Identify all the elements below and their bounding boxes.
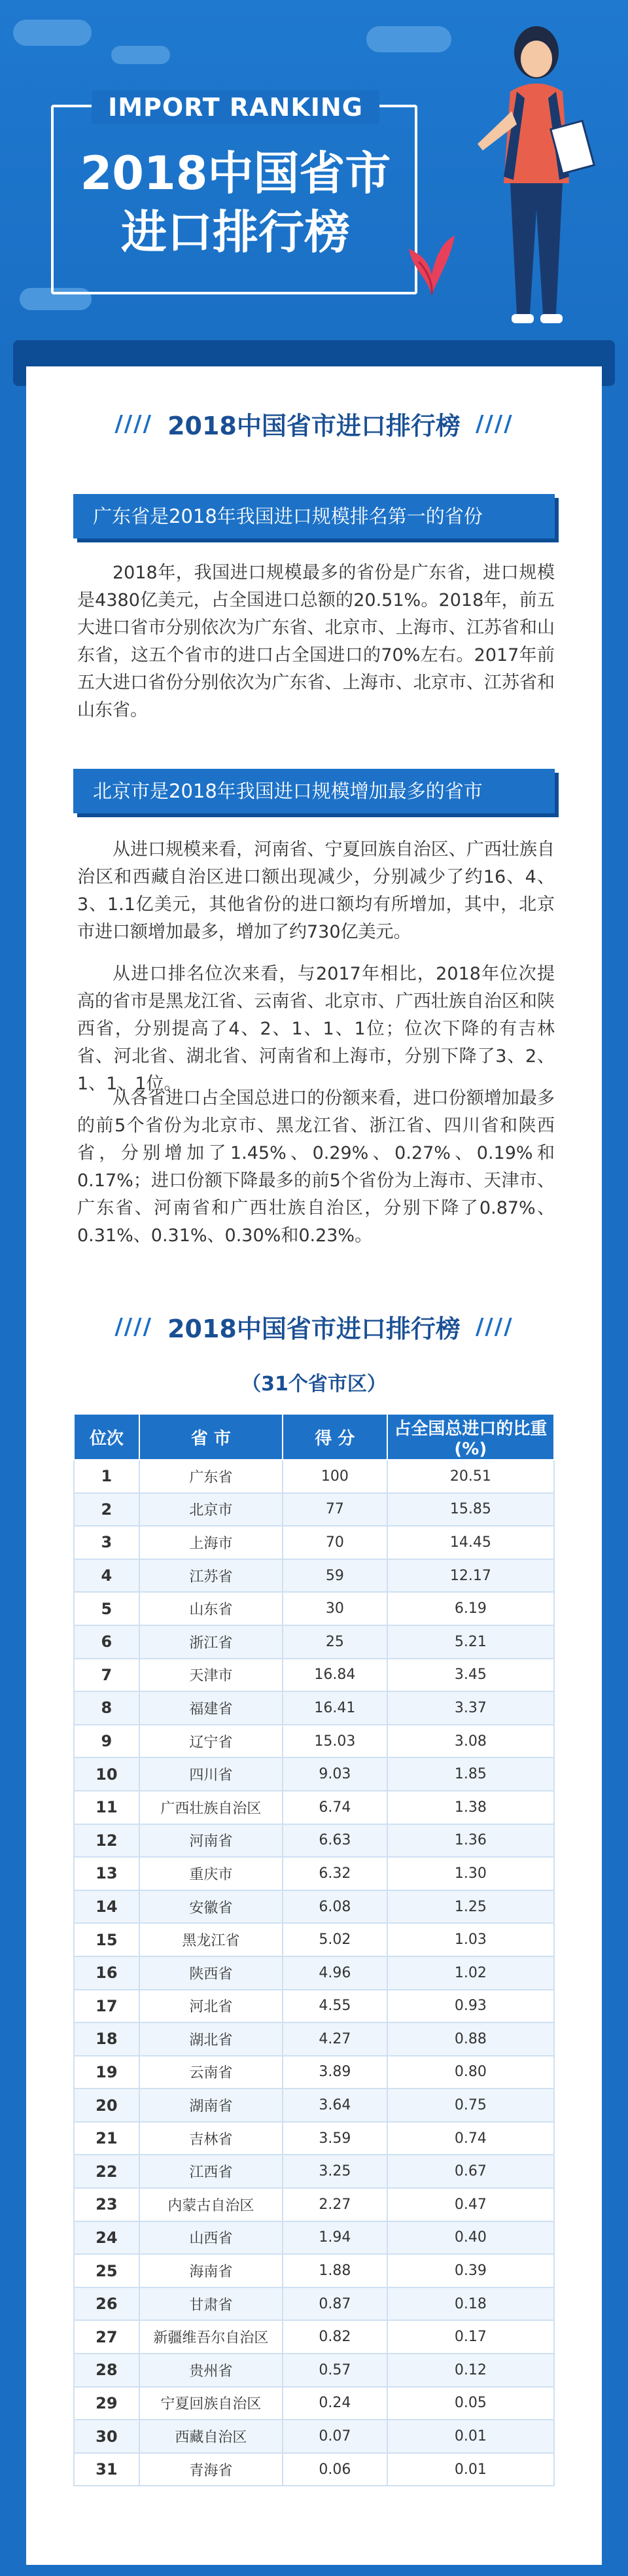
- table-row: [74, 2387, 554, 2420]
- rank-cell: 19: [74, 2056, 139, 2089]
- province-cell: 新疆维吾尔自治区: [139, 2320, 283, 2354]
- rank-cell: 1: [74, 1460, 139, 1493]
- province-cell: 湖北省: [139, 2022, 283, 2056]
- share-cell: 1.25: [387, 1890, 554, 1924]
- score-cell: 15.03: [283, 1725, 387, 1758]
- province-cell: 山西省: [139, 2221, 283, 2255]
- score-cell: 4.55: [283, 1990, 387, 2023]
- rank-cell: 13: [74, 1857, 139, 1890]
- province-cell: 江西省: [139, 2155, 283, 2188]
- share-cell: 0.12: [387, 2354, 554, 2387]
- table-row: [74, 1791, 554, 1824]
- score-cell: 1.94: [283, 2221, 387, 2255]
- content-panel: [26, 366, 602, 2565]
- rank-cell: 27: [74, 2320, 139, 2354]
- rank-cell: 31: [74, 2453, 139, 2486]
- province-cell: 吉林省: [139, 2122, 283, 2155]
- rank-cell: 20: [74, 2089, 139, 2122]
- share-cell: 0.39: [387, 2254, 554, 2287]
- table-row: [74, 1956, 554, 1990]
- province-cell: 贵州省: [139, 2354, 283, 2387]
- rank-cell: 6: [74, 1625, 139, 1659]
- rank-cell: 21: [74, 2122, 139, 2155]
- rank-cell: 16: [74, 1956, 139, 1990]
- province-cell: 河北省: [139, 1990, 283, 2023]
- rank-cell: 14: [74, 1890, 139, 1924]
- table-row: [74, 2022, 554, 2056]
- table-row: [74, 1691, 554, 1725]
- table-row: [74, 1890, 554, 1924]
- share-cell: 1.85: [387, 1757, 554, 1791]
- share-cell: 6.19: [387, 1592, 554, 1625]
- score-cell: 1.88: [283, 2254, 387, 2287]
- column-header: 省 市: [139, 1414, 283, 1460]
- slash-decoration: ////: [114, 1313, 153, 1340]
- businesswoman-illustration-icon: [471, 13, 602, 334]
- page-title-line1: 2018中国省市: [80, 147, 391, 200]
- table-row: [74, 2254, 554, 2287]
- score-cell: 0.06: [283, 2453, 387, 2486]
- share-cell: 1.38: [387, 1791, 554, 1824]
- share-cell: 12.17: [387, 1559, 554, 1593]
- rank-cell: 15: [74, 1923, 139, 1956]
- share-cell: 1.02: [387, 1956, 554, 1990]
- paragraph: 从进口规模来看，河南省、宁夏回族自治区、广西壮族自治区和西藏自治区进口额出现减少，分别减少了约16、4、3、1.1亿美元，其他省份的进口额均有所增加，其中，北京市进口额增加最多，增加了约730亿美元。: [77, 839, 555, 942]
- score-cell: 6.08: [283, 1890, 387, 1924]
- rank-cell: 18: [74, 2022, 139, 2056]
- cloud-decoration: [13, 20, 92, 46]
- table-row: [74, 2122, 554, 2155]
- section-title: 2018中国省市进口排行榜: [167, 1314, 461, 1343]
- share-cell: 0.88: [387, 2022, 554, 2056]
- share-cell: 0.93: [387, 1990, 554, 2023]
- score-cell: 59: [283, 1559, 387, 1593]
- rank-cell: 29: [74, 2387, 139, 2420]
- column-header: 占全国总进口的比重(%): [387, 1414, 554, 1460]
- rank-cell: 11: [74, 1791, 139, 1824]
- section-heading: [26, 1309, 602, 1354]
- province-cell: 甘肃省: [139, 2287, 283, 2321]
- rank-cell: 22: [74, 2155, 139, 2188]
- share-cell: 0.01: [387, 2420, 554, 2453]
- share-cell: 20.51: [387, 1460, 554, 1493]
- province-cell: 天津市: [139, 1659, 283, 1692]
- column-header: 位次: [74, 1414, 139, 1460]
- score-cell: 0.57: [283, 2354, 387, 2387]
- score-cell: 16.84: [283, 1659, 387, 1692]
- rank-cell: 9: [74, 1725, 139, 1758]
- table-row: [74, 1857, 554, 1890]
- province-cell: 上海市: [139, 1526, 283, 1559]
- table-row: [74, 1493, 554, 1526]
- share-cell: 0.40: [387, 2221, 554, 2255]
- share-cell: 0.74: [387, 2122, 554, 2155]
- table-row: [74, 1990, 554, 2023]
- score-cell: 2.27: [283, 2188, 387, 2221]
- share-cell: 0.18: [387, 2287, 554, 2321]
- rank-cell: 28: [74, 2354, 139, 2387]
- table-row: [74, 2089, 554, 2122]
- province-cell: 陕西省: [139, 1956, 283, 1990]
- paragraph: 2018年，我国进口规模最多的省份是广东省，进口规模是4380亿美元，占全国进口总额的20.51%。2018年，前五大进口省市分别依次为广东省、北京市、上海市、江苏省和山东省，这五个省市的进口占全国进口的70%左右。2017年前五大进口省份分别依次为广东省、上海市、北京市、江苏省和山东省。: [77, 563, 555, 720]
- table-row: [74, 1526, 554, 1559]
- table-header-row: [74, 1414, 554, 1460]
- paragraph: 从各省进口占全国总进口的份额来看，进口份额增加最多的前5个省份为北京市、黑龙江省、浙江省、四川省和陕西省，分别增加了1.45%、0.29%、0.27%、0.19%和0.17%；进口份额下降最多的前5个省份为上海市、天津市、广东省、河南省和广西壮族自治区，分别下降了0.87%、0.31%、0.31%、0.30%和0.23%。: [77, 1088, 555, 1246]
- share-cell: 1.30: [387, 1857, 554, 1890]
- score-cell: 6.63: [283, 1824, 387, 1858]
- score-cell: 4.27: [283, 2022, 387, 2056]
- rank-cell: 25: [74, 2254, 139, 2287]
- table-row: [74, 2188, 554, 2221]
- rank-cell: 4: [74, 1559, 139, 1593]
- ranking-table: [73, 1413, 555, 2486]
- share-cell: 3.08: [387, 1725, 554, 1758]
- province-cell: 广东省: [139, 1460, 283, 1493]
- rank-cell: 8: [74, 1691, 139, 1725]
- province-cell: 安徽省: [139, 1890, 283, 1924]
- plant-icon: [406, 222, 458, 294]
- table-row: [74, 1824, 554, 1858]
- table-row: [74, 2155, 554, 2188]
- score-cell: 0.82: [283, 2320, 387, 2354]
- score-cell: 77: [283, 1493, 387, 1526]
- slash-decoration: ////: [475, 1313, 514, 1340]
- rank-cell: 2: [74, 1493, 139, 1526]
- table-row: [74, 1559, 554, 1593]
- rank-cell: 3: [74, 1526, 139, 1559]
- province-cell: 湖南省: [139, 2089, 283, 2122]
- province-cell: 福建省: [139, 1691, 283, 1725]
- table-row: [74, 1625, 554, 1659]
- table-row: [74, 1460, 554, 1493]
- table-row: [74, 2287, 554, 2321]
- score-cell: 70: [283, 1526, 387, 1559]
- score-cell: 0.07: [283, 2420, 387, 2453]
- table-row: [74, 1659, 554, 1692]
- table-subtitle: （31个省市区）: [241, 1373, 387, 1396]
- score-cell: 16.41: [283, 1691, 387, 1725]
- header-banner: [0, 0, 628, 353]
- page-title: [59, 144, 412, 262]
- score-cell: 0.87: [283, 2287, 387, 2321]
- rank-cell: 30: [74, 2420, 139, 2453]
- province-cell: 内蒙古自治区: [139, 2188, 283, 2221]
- highlight-bar: 广东省是2018年我国进口规模排名第一的省份: [73, 494, 555, 538]
- table-row: [74, 1592, 554, 1625]
- share-cell: 0.80: [387, 2056, 554, 2089]
- section-title: 2018中国省市进口排行榜: [167, 412, 461, 440]
- table-row: [74, 1725, 554, 1758]
- rank-cell: 5: [74, 1592, 139, 1625]
- table-row: [74, 2320, 554, 2354]
- rank-cell: 7: [74, 1659, 139, 1692]
- table-row: [74, 2056, 554, 2089]
- share-cell: 3.37: [387, 1691, 554, 1725]
- share-cell: 0.75: [387, 2089, 554, 2122]
- table-row: [74, 2354, 554, 2387]
- rank-cell: 10: [74, 1757, 139, 1791]
- province-cell: 云南省: [139, 2056, 283, 2089]
- province-cell: 黑龙江省: [139, 1923, 283, 1956]
- province-cell: 广西壮族自治区: [139, 1791, 283, 1824]
- share-cell: 5.21: [387, 1625, 554, 1659]
- score-cell: 0.24: [283, 2387, 387, 2420]
- share-cell: 0.05: [387, 2387, 554, 2420]
- score-cell: 30: [283, 1592, 387, 1625]
- score-cell: 3.64: [283, 2089, 387, 2122]
- score-cell: 5.02: [283, 1923, 387, 1956]
- province-cell: 辽宁省: [139, 1725, 283, 1758]
- rank-cell: 26: [74, 2287, 139, 2321]
- score-cell: 3.25: [283, 2155, 387, 2188]
- column-header: 得 分: [283, 1414, 387, 1460]
- section-heading: [26, 406, 602, 451]
- province-cell: 浙江省: [139, 1625, 283, 1659]
- score-cell: 25: [283, 1625, 387, 1659]
- table-row: [74, 2221, 554, 2255]
- score-cell: 6.74: [283, 1791, 387, 1824]
- province-cell: 河南省: [139, 1824, 283, 1858]
- paragraph: 从进口排名位次来看，与2017年相比，2018年位次提高的省市是黑龙江省、云南省、北京市、广西壮族自治区和陕西省，分别提高了4、2、1、1、1位；位次下降的有吉林省、河北省、湖北省、河南省和上海市，分别下降了3、2、1、1、1位。: [77, 964, 555, 1094]
- share-cell: 15.85: [387, 1493, 554, 1526]
- province-cell: 北京市: [139, 1493, 283, 1526]
- province-cell: 海南省: [139, 2254, 283, 2287]
- share-cell: 0.17: [387, 2320, 554, 2354]
- share-cell: 14.45: [387, 1526, 554, 1559]
- rank-cell: 12: [74, 1824, 139, 1858]
- table-row: [74, 1923, 554, 1956]
- cloud-decoration: [111, 46, 170, 64]
- share-cell: 0.47: [387, 2188, 554, 2221]
- score-cell: 6.32: [283, 1857, 387, 1890]
- province-cell: 青海省: [139, 2453, 283, 2486]
- table-row: [74, 2420, 554, 2453]
- score-cell: 4.96: [283, 1956, 387, 1990]
- rank-cell: 24: [74, 2221, 139, 2255]
- share-cell: 0.67: [387, 2155, 554, 2188]
- share-cell: 1.36: [387, 1824, 554, 1858]
- table-body: [74, 1460, 554, 2486]
- province-cell: 山东省: [139, 1592, 283, 1625]
- table-row: [74, 2453, 554, 2486]
- province-cell: 重庆市: [139, 1857, 283, 1890]
- highlight-bar: 北京市是2018年我国进口规模增加最多的省市: [73, 769, 555, 813]
- score-cell: 100: [283, 1460, 387, 1493]
- province-cell: 江苏省: [139, 1559, 283, 1593]
- score-cell: 3.89: [283, 2056, 387, 2089]
- page-title-line2: 进口排行榜: [121, 205, 350, 259]
- share-cell: 3.45: [387, 1659, 554, 1692]
- slash-decoration: ////: [475, 410, 514, 437]
- cloud-decoration: [366, 26, 451, 52]
- province-cell: 西藏自治区: [139, 2420, 283, 2453]
- header-tag: IMPORT RANKING: [92, 90, 379, 124]
- table-row: [74, 1757, 554, 1791]
- slash-decoration: ////: [114, 410, 153, 437]
- province-cell: 宁夏回族自治区: [139, 2387, 283, 2420]
- rank-cell: 17: [74, 1990, 139, 2023]
- score-cell: 3.59: [283, 2122, 387, 2155]
- rank-cell: 23: [74, 2188, 139, 2221]
- share-cell: 0.01: [387, 2453, 554, 2486]
- share-cell: 1.03: [387, 1923, 554, 1956]
- score-cell: 9.03: [283, 1757, 387, 1791]
- province-cell: 四川省: [139, 1757, 283, 1791]
